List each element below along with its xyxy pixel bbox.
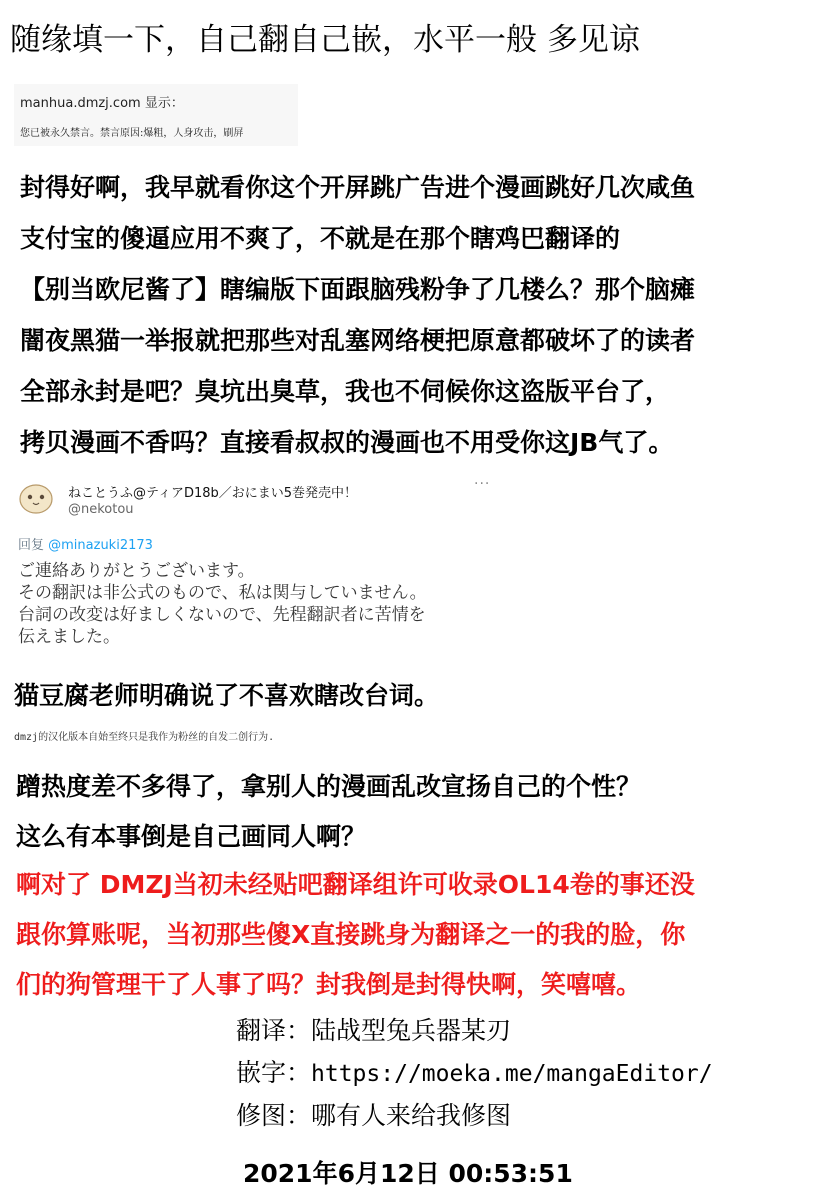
timestamp: 2021年6月12日 00:53:51 <box>243 1159 573 1188</box>
tweet-line: その翻訳は非公式のもので、私は関与していません。 <box>18 583 427 603</box>
credit-label: 嵌字： <box>236 1058 312 1087</box>
credit-typeset <box>236 1052 713 1095</box>
para-line: 这么有本事倒是自己画同人啊？ <box>16 822 367 851</box>
red-line: 啊对了 DMZJ当初未经贴吧翻译组许可收录OL14卷的事还没 <box>16 870 695 899</box>
credit-link: https://moeka.me/mangaEditor/ <box>311 1061 713 1087</box>
second-paragraph <box>16 762 641 862</box>
tweet-author-name: ねことうふ@ティアD18b／おにまい5巻発売中！ <box>68 486 358 501</box>
tweet-screenshot <box>14 470 492 660</box>
credit-redraw <box>236 1095 713 1137</box>
page-title: 随缘填一下，自己翻自己嵌，水平一般 多见谅 <box>10 22 640 58</box>
small-note: dmzj的汉化版本自始至终只是我作为粉丝的自发二创行为. <box>14 732 275 743</box>
credit-label: 翻译： <box>236 1016 312 1045</box>
red-line: 跟你算账呢，当初那些傻X直接跳身为翻译之一的我的脸，你 <box>16 920 686 949</box>
tweet-line: 伝えました。 <box>18 627 120 647</box>
ban-notice-dialog <box>14 84 298 146</box>
notice-message: 您已被永久禁言。禁言原因:爆粗，人身攻击，刷屏 <box>20 128 244 139</box>
credit-value: 哪有人来给我修图 <box>311 1101 512 1130</box>
reply-mention-link[interactable]: @minazuki2173 <box>48 538 153 553</box>
notice-site: manhua.dmzj.com 显示： <box>20 96 184 111</box>
rant-line: 封得好啊，我早就看你这个开屏跳广告进个漫画跳好几次咸鱼 <box>20 173 696 202</box>
rant-line: 全部永封是吧？臭坑出臭草，我也不伺候你这盗版平台了， <box>20 377 671 406</box>
red-paragraph <box>16 860 826 1010</box>
credit-translate <box>236 1010 713 1052</box>
rant-line: 拷贝漫画不香吗？直接看叔叔的漫画也不用受你这JB气了。 <box>20 428 674 457</box>
tweet-author-handle: @nekotou <box>68 502 134 517</box>
more-options-icon[interactable]: ··· <box>474 476 491 492</box>
reply-prefix: 回复 <box>18 538 49 553</box>
rant-line: 【别当欧尼酱了】瞎编版下面跟脑残粉争了几楼么？那个脑瘫 <box>20 275 696 304</box>
tweet-line: ご連絡ありがとうございます。 <box>18 561 255 581</box>
para-line: 蹭热度差不多得了，拿别人的漫画乱改宣扬自己的个性？ <box>16 772 642 801</box>
tweet-line: 台詞の改変は好ましくないので、先程翻訳者に苦情を <box>18 605 426 625</box>
rant-line: 闇夜黑猫一举报就把那些对乱塞网络梗把原意都破坏了的读者 <box>20 326 696 355</box>
credit-value: 陆战型兔兵器某刃 <box>311 1016 512 1045</box>
credit-label: 修图： <box>236 1101 312 1130</box>
rant-line: 支付宝的傻逼应用不爽了，不就是在那个瞎鸡巴翻译的 <box>20 224 621 253</box>
reply-to <box>18 534 153 553</box>
avatar <box>18 480 54 516</box>
red-line: 们的狗管理干了人事了吗？封我倒是封得快啊，笑嘻嘻。 <box>16 970 642 999</box>
tweet-body <box>18 560 488 648</box>
rant-paragraph <box>20 162 820 468</box>
credits <box>236 1010 713 1137</box>
statement-line: 猫豆腐老师明确说了不喜欢瞎改台词。 <box>14 681 440 710</box>
